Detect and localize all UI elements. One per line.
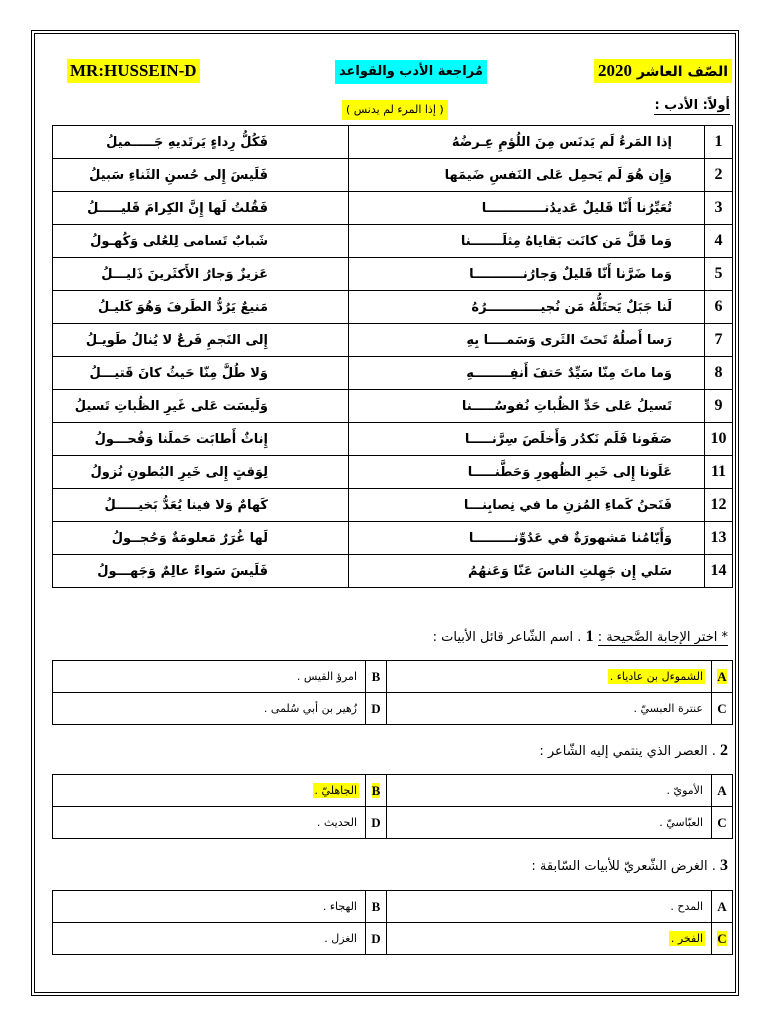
option-letter-a[interactable] [712, 661, 733, 693]
poem-row [53, 456, 733, 489]
question-number: 2 [720, 742, 728, 759]
option-letter-text: A [717, 782, 727, 798]
option-letter-text: C [717, 930, 727, 946]
verse-number: 8 [705, 357, 733, 390]
verse-first-half: سَلي إِن جَهِلتِ الناسَ عَنّا وَعَنهُمُ [349, 555, 705, 588]
option-letter-c[interactable] [712, 807, 733, 839]
option-answer-b[interactable] [53, 661, 366, 693]
verse-number: 7 [705, 324, 733, 357]
poem-row [53, 258, 733, 291]
options-row [53, 891, 733, 923]
poem-table [52, 125, 733, 588]
option-answer-a[interactable] [387, 661, 712, 693]
verse-first-half: لَنا جَبَلٌ يَحتَلُّهُ مَن نُجيــــــــــــرُهُ [349, 291, 705, 324]
verse-first-half: وَما قَلَّ مَن كانَت بَقاياهُ مِثلَـــــــنا [349, 225, 705, 258]
poem-row [53, 192, 733, 225]
question-number: 3 [720, 857, 728, 874]
poem-row [53, 225, 733, 258]
poem-row [53, 291, 733, 324]
grade-text: الصّف العاشر [636, 64, 728, 80]
option-letter-text: B [371, 898, 381, 914]
verse-second-half: فَلَيسَ سَواءً عالِمٌ وَجَهـــولُ [53, 555, 349, 588]
option-answer-b[interactable] [53, 891, 366, 923]
option-letter-text: C [717, 814, 727, 830]
option-text: المدح . [670, 900, 703, 913]
options-row [53, 807, 733, 839]
verse-number: 9 [705, 390, 733, 423]
grade-label [594, 59, 732, 83]
poem-row [53, 390, 733, 423]
verse-first-half: رَسا أَصلُهُ تَحتَ الثَرى وَسَمــــا بِهِ [349, 324, 705, 357]
verse-second-half: وَلا طُلَّ مِنّا حَيثُ كانَ قَتيـــلُ [53, 357, 349, 390]
option-text: الحديث . [316, 816, 357, 829]
verse-number: 4 [705, 225, 733, 258]
verse-first-half: تَسيلُ عَلى حَدِّ الظُباتِ نُفوسُـــــنا [349, 390, 705, 423]
question-number: 1 [585, 628, 594, 645]
option-letter-text: A [717, 668, 727, 684]
option-letter-c[interactable] [712, 923, 733, 955]
verse-second-half: فَقُلتُ لَها إِنَّ الكِرامَ قَليـــــلُ [53, 192, 349, 225]
verse-second-half: فَلَيسَ إِلى حُسنِ الثَناءِ سَبيلُ [53, 159, 349, 192]
verse-second-half: كَهامٌ وَلا فينا يُعَدُّ بَخيـــــلُ [53, 489, 349, 522]
teacher-name: MR:HUSSEIN-D [67, 59, 200, 83]
options-table [52, 660, 733, 725]
option-letter-d[interactable] [366, 807, 387, 839]
verse-second-half: إِناثٌ أَطابَت حَملَنا وَفُحـــولُ [53, 423, 349, 456]
option-text: الشموءل بن عادياء . [609, 670, 703, 683]
question-instruction: * اختر الإجابة الصَّحيحة : [597, 630, 728, 645]
question-text: . اسم الشّاعر قائل الأبيات : [432, 630, 582, 645]
option-letter-a[interactable] [712, 775, 733, 807]
option-answer-d[interactable] [53, 807, 366, 839]
verse-second-half: وَلَيسَت عَلى غَيرِ الظُباتِ تَسيلُ [53, 390, 349, 423]
verse-number: 1 [705, 126, 733, 159]
option-text: العبّاسيّ . [659, 816, 703, 829]
poem-title: ( إذا المرء لم يدنس ) [342, 100, 448, 120]
verse-number: 2 [705, 159, 733, 192]
verse-number: 14 [705, 555, 733, 588]
options-row [53, 661, 733, 693]
poem-row [53, 159, 733, 192]
verse-first-half: وَما ضَرَّنا أَنّا قَليلٌ وَجارُنـــــــــــا [349, 258, 705, 291]
verse-second-half: عَزيزٌ وَجارُ الأَكثَرينَ ذَليـــلُ [53, 258, 349, 291]
options-row [53, 693, 733, 725]
option-text: الغزل . [324, 932, 357, 945]
options-row [53, 775, 733, 807]
subject-title: مُراجعة الأدب والقواعد [335, 60, 487, 84]
verse-first-half: إذا المَرءُ لَم يَدنَس مِنَ اللُؤمِ عِـرضُهُ [349, 126, 705, 159]
option-answer-b[interactable] [53, 775, 366, 807]
option-letter-b[interactable] [366, 775, 387, 807]
verse-first-half: وَأَيّامُنا مَشهورَةٌ في عَدُوِّنـــــــــا [349, 522, 705, 555]
verse-first-half: فَنَحنُ كَماءِ المُزنِ ما في نِصابِنـــا [349, 489, 705, 522]
option-text: الأمويّ . [666, 784, 703, 797]
options-row [53, 923, 733, 955]
option-text: الجاهليّ . [314, 784, 357, 797]
question-text: . العصر الذي ينتمي إليه الشّاعر : [539, 744, 716, 759]
option-answer-a[interactable] [387, 891, 712, 923]
option-letter-text: B [371, 668, 381, 684]
option-letter-a[interactable] [712, 891, 733, 923]
year-text: 2020 [598, 61, 633, 80]
poem-row [53, 324, 733, 357]
option-answer-d[interactable] [53, 693, 366, 725]
option-letter-b[interactable] [366, 891, 387, 923]
verse-number: 10 [705, 423, 733, 456]
option-letter-text: B [371, 782, 381, 798]
verse-first-half: وَإِن هُوَ لَم يَحمِل عَلى النَفسِ ضَيمَها [349, 159, 705, 192]
poem-row [53, 522, 733, 555]
verse-first-half: تُعَيِّرُنا أَنّا قَليلٌ عَديدُنـــــــــــــا [349, 192, 705, 225]
option-letter-text: D [371, 700, 381, 716]
poem-row [53, 489, 733, 522]
option-text: زُهير بن أبي سُلمى . [263, 702, 357, 715]
verse-second-half: إِلى النَجمِ فَرعٌ لا يُنالُ طَويـلُ [53, 324, 349, 357]
option-letter-text: C [717, 700, 727, 716]
option-answer-c[interactable] [387, 807, 712, 839]
option-text: الهجاء . [322, 900, 357, 913]
verse-number: 6 [705, 291, 733, 324]
verse-second-half: شَبابٌ تَسامى لِلعُلى وَكُهـولُ [53, 225, 349, 258]
verse-second-half: لَها غُرَرٌ مَعلومَةٌ وَحُجــولُ [53, 522, 349, 555]
verse-first-half: عَلَونا إِلى خَيرِ الظُهورِ وَحَطَّنـــــا [349, 456, 705, 489]
section-title: أولاً: الأدب : [654, 98, 730, 113]
option-letter-b[interactable] [366, 661, 387, 693]
poem-row [53, 555, 733, 588]
verse-number: 11 [705, 456, 733, 489]
verse-first-half: وَما ماتَ مِنّا سَيِّدٌ حَتفَ أَنفِــــــــهِ [349, 357, 705, 390]
poem-row [53, 357, 733, 390]
poem-row [53, 423, 733, 456]
option-answer-a[interactable] [387, 775, 712, 807]
option-answer-d[interactable] [53, 923, 366, 955]
question-text: . الغرض الشّعريّ للأبيات السّابقة : [531, 859, 716, 874]
verse-number: 13 [705, 522, 733, 555]
option-text: عنترة العبسيّ . [633, 702, 703, 715]
verse-number: 3 [705, 192, 733, 225]
verse-second-half: لِوَقتٍ إِلى خَيرِ البُطونِ نُزولُ [53, 456, 349, 489]
verse-second-half: فَكُلُّ رِداءٍ يَرتَديهِ جَـــــميلُ [53, 126, 349, 159]
option-text: امرؤ القيس . [296, 670, 357, 683]
option-letter-d[interactable] [366, 923, 387, 955]
option-answer-c[interactable] [387, 923, 712, 955]
verse-first-half: صَفَونا فَلَم نَكدُر وَأَخلَصَ سِرَّنـــــا [349, 423, 705, 456]
question-title [531, 857, 728, 875]
verse-second-half: مَنيعٌ يَرُدُّ الطَرفَ وَهُوَ كَليـلُ [53, 291, 349, 324]
option-text: الفخر . [670, 932, 703, 945]
question-title [539, 742, 728, 760]
option-letter-d[interactable] [366, 693, 387, 725]
option-letter-text: D [371, 814, 381, 830]
verse-number: 12 [705, 489, 733, 522]
poem-row [53, 126, 733, 159]
question-title [433, 628, 728, 646]
verse-number: 5 [705, 258, 733, 291]
option-answer-c[interactable] [387, 693, 712, 725]
option-letter-c[interactable] [712, 693, 733, 725]
options-table [52, 774, 733, 839]
options-table [52, 890, 733, 955]
option-letter-text: D [371, 930, 381, 946]
option-letter-text: A [717, 898, 727, 914]
